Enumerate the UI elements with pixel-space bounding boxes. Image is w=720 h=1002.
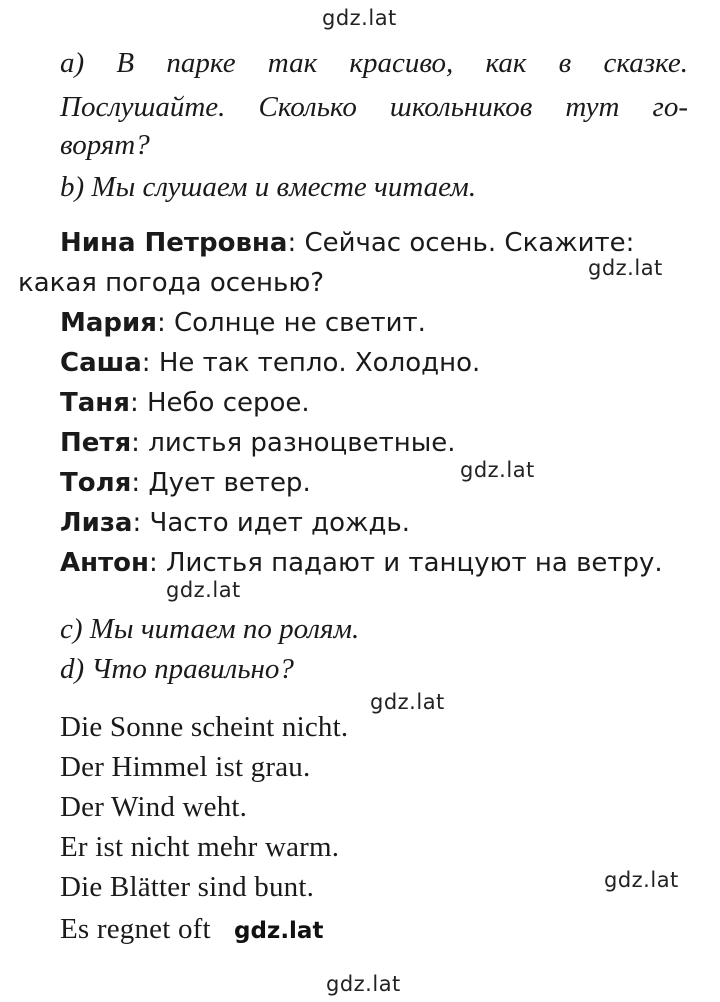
- dialogue-line: [60, 346, 480, 380]
- section-a-line-3: ворят?: [60, 129, 150, 161]
- watermark-bottom: gdz.lat: [326, 972, 401, 996]
- speaker-name: Петя: [60, 428, 132, 458]
- speech-text: : листья разноцветные.: [131, 428, 456, 458]
- section-c-line-1: c) Мы читаем по ролям.: [60, 613, 360, 645]
- section-b-line-1: b) Мы слушаем и вместе читаем.: [60, 171, 477, 203]
- speaker-name: Антон: [60, 548, 149, 578]
- dialogue-intro: [60, 226, 688, 260]
- german-sentence: Der Wind weht.: [60, 791, 248, 823]
- dialogue-line: [60, 426, 456, 460]
- watermark: gdz.lat: [604, 868, 679, 892]
- watermark: gdz.lat: [588, 256, 663, 280]
- dialogue-line: [60, 386, 310, 420]
- section-d-line-1: d) Что правильно?: [60, 653, 294, 685]
- german-sentence: Es regnet oft: [60, 913, 211, 945]
- section-a-line-1: a) В парке так красиво, как в сказке.: [60, 47, 688, 79]
- speaker-name: Толя: [60, 468, 132, 498]
- german-sentence: Er ist nicht mehr warm.: [60, 831, 340, 863]
- dialogue-intro-continued: какая погода осенью?: [18, 268, 325, 298]
- speaker-name: Лиза: [60, 508, 133, 538]
- german-sentence: Der Himmel ist grau.: [60, 751, 311, 783]
- dialogue-line: [60, 306, 426, 340]
- dialogue-line: [60, 546, 663, 580]
- speech-text: : Листья падают и танцуют на ветру.: [148, 548, 663, 578]
- speaker-name: Саша: [60, 348, 142, 378]
- watermark: gdz.lat: [460, 458, 535, 482]
- speech-text: : Часто идет дождь.: [132, 508, 411, 538]
- speaker-name: Таня: [60, 388, 130, 418]
- speech-text: : Солнце не светит.: [156, 308, 426, 338]
- dialogue-line: [60, 466, 311, 500]
- german-sentence: Die Sonne scheint nicht.: [60, 711, 349, 743]
- german-sentence: Die Blätter sind bunt.: [60, 871, 315, 903]
- speaker-name: Мария: [60, 308, 157, 338]
- speech-text: : Дует ветер.: [131, 468, 311, 498]
- speaker-name: Нина Петровна: [60, 228, 288, 258]
- speech-text: : Сейчас осень. Скажите:: [287, 228, 635, 258]
- watermark-bold: gdz.lat: [234, 918, 324, 944]
- section-a-line-2: Послушайте. Сколько школьников тут го-: [60, 91, 688, 123]
- watermark: gdz.lat: [370, 690, 445, 714]
- dialogue-line: [60, 506, 410, 540]
- speech-text: : Небо серое.: [129, 388, 310, 418]
- watermark-top: gdz.lat: [322, 6, 397, 30]
- speech-text: : Не так тепло. Холодно.: [141, 348, 481, 378]
- watermark: gdz.lat: [166, 578, 241, 602]
